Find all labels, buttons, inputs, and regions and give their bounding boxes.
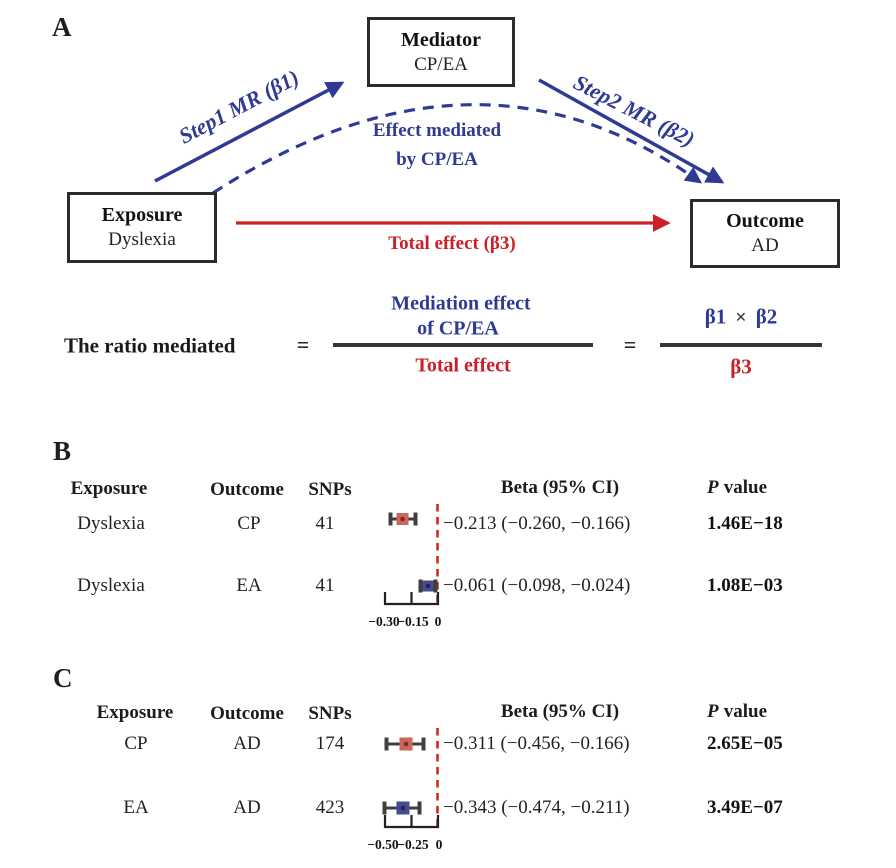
panelC-header-pvalue: P value bbox=[706, 701, 768, 722]
beta-point-dot bbox=[401, 806, 406, 811]
cell-outcome: AD bbox=[233, 797, 261, 818]
cell-beta-ci: −0.343 (−0.474, −0.211) bbox=[443, 797, 630, 818]
ratio-mediated-label: The ratio mediated bbox=[64, 333, 236, 358]
panelB-header-outcome: Outcome bbox=[210, 479, 284, 500]
p-symbol: P bbox=[706, 477, 719, 498]
mediation-effect-numerator-line2: of CP/EA bbox=[417, 317, 499, 340]
panelB-tick-2: −0.15 bbox=[397, 614, 429, 629]
panelB-ci-marker-dyslexia-ea bbox=[420, 580, 436, 593]
panelC-ci-marker-ea-ad bbox=[384, 802, 420, 815]
cell-pvalue: 2.65E−05 bbox=[707, 733, 783, 754]
panelC-header-outcome: Outcome bbox=[210, 703, 284, 724]
total-effect-label: Total effect (β3) bbox=[388, 233, 516, 254]
panelC-header-snps: SNPs bbox=[308, 703, 352, 724]
step2-mr-label: Step2 MR (β2) bbox=[569, 69, 699, 152]
mediator-box bbox=[367, 17, 515, 87]
mediator-title: Mediator bbox=[401, 28, 481, 51]
p-symbol: P bbox=[706, 701, 719, 722]
panel-c-label: C bbox=[53, 663, 73, 693]
beta-product-numerator bbox=[705, 305, 778, 330]
beta1-term: β1 bbox=[704, 304, 727, 329]
panelC-tick-3: 0 bbox=[435, 837, 443, 852]
cell-beta-ci: −0.213 (−0.260, −0.166) bbox=[443, 513, 631, 534]
panelB-header-exposure: Exposure bbox=[70, 478, 148, 499]
cell-snps: 423 bbox=[315, 797, 345, 818]
cell-exposure: Dyslexia bbox=[77, 513, 145, 534]
panelB-tick-1: −0.30 bbox=[368, 614, 400, 629]
fraction-bar-1 bbox=[333, 343, 593, 347]
panelC-header-beta: Beta (95% CI) bbox=[500, 701, 620, 722]
mediated-effect-label-line2: by CP/EA bbox=[396, 149, 478, 170]
cell-outcome: EA bbox=[236, 575, 262, 596]
panelB-header-pvalue: P value bbox=[706, 477, 768, 498]
equals-sign-1: = bbox=[296, 332, 310, 357]
panelB-header-beta: Beta (95% CI) bbox=[500, 477, 620, 498]
cell-beta-ci: −0.061 (−0.098, −0.024) bbox=[443, 575, 631, 596]
exposure-box bbox=[67, 192, 217, 263]
multiply-sign: × bbox=[735, 306, 747, 329]
fraction-bar-2 bbox=[660, 343, 822, 347]
cell-exposure: CP bbox=[124, 733, 148, 754]
cell-snps: 41 bbox=[315, 513, 335, 534]
mediated-effect-label-line1: Effect mediated bbox=[372, 120, 502, 141]
cell-outcome: CP bbox=[237, 513, 261, 534]
panel-a-label: A bbox=[52, 12, 72, 42]
panelB-x-axis bbox=[385, 592, 438, 604]
panelC-ci-marker-cp-ad bbox=[386, 738, 424, 751]
step1-mr-label: Step1 MR (β1) bbox=[174, 64, 304, 149]
beta-point-dot bbox=[426, 584, 430, 588]
panelC-header-exposure: Exposure bbox=[96, 702, 174, 723]
cell-pvalue: 1.46E−18 bbox=[707, 513, 783, 534]
panelB-tick-3: 0 bbox=[434, 614, 442, 629]
outcome-subtitle: AD bbox=[751, 235, 779, 257]
beta-point-dot bbox=[400, 517, 405, 522]
equals-sign-2: = bbox=[623, 332, 637, 357]
beta2-term: β2 bbox=[755, 304, 778, 329]
cell-snps: 41 bbox=[315, 575, 335, 596]
panel-b-label: B bbox=[53, 436, 72, 466]
panelC-x-axis bbox=[385, 815, 438, 827]
cell-pvalue: 3.49E−07 bbox=[707, 797, 783, 818]
cell-pvalue: 1.08E−03 bbox=[707, 575, 783, 596]
beta-point-dot bbox=[404, 742, 409, 747]
cell-exposure: EA bbox=[123, 797, 149, 818]
total-effect-denominator: Total effect bbox=[415, 354, 511, 377]
cell-exposure: Dyslexia bbox=[77, 575, 145, 596]
panelC-tick-1: −0.50 bbox=[367, 837, 399, 852]
panelC-tick-2: −0.25 bbox=[397, 837, 429, 852]
outcome-title: Outcome bbox=[726, 210, 804, 233]
cell-snps: 174 bbox=[315, 733, 345, 754]
mediation-effect-numerator-line1: Mediation effect bbox=[391, 292, 531, 315]
exposure-title: Exposure bbox=[101, 204, 183, 227]
beta3-denominator: β3 bbox=[730, 354, 752, 379]
outcome-box bbox=[690, 199, 840, 268]
cell-outcome: AD bbox=[233, 733, 261, 754]
panelB-header-snps: SNPs bbox=[308, 479, 352, 500]
mediator-subtitle: CP/EA bbox=[414, 53, 468, 75]
cell-beta-ci: −0.311 (−0.456, −0.166) bbox=[443, 733, 630, 754]
exposure-subtitle: Dyslexia bbox=[108, 229, 176, 251]
panelB-ci-marker-dyslexia-cp bbox=[390, 513, 416, 526]
